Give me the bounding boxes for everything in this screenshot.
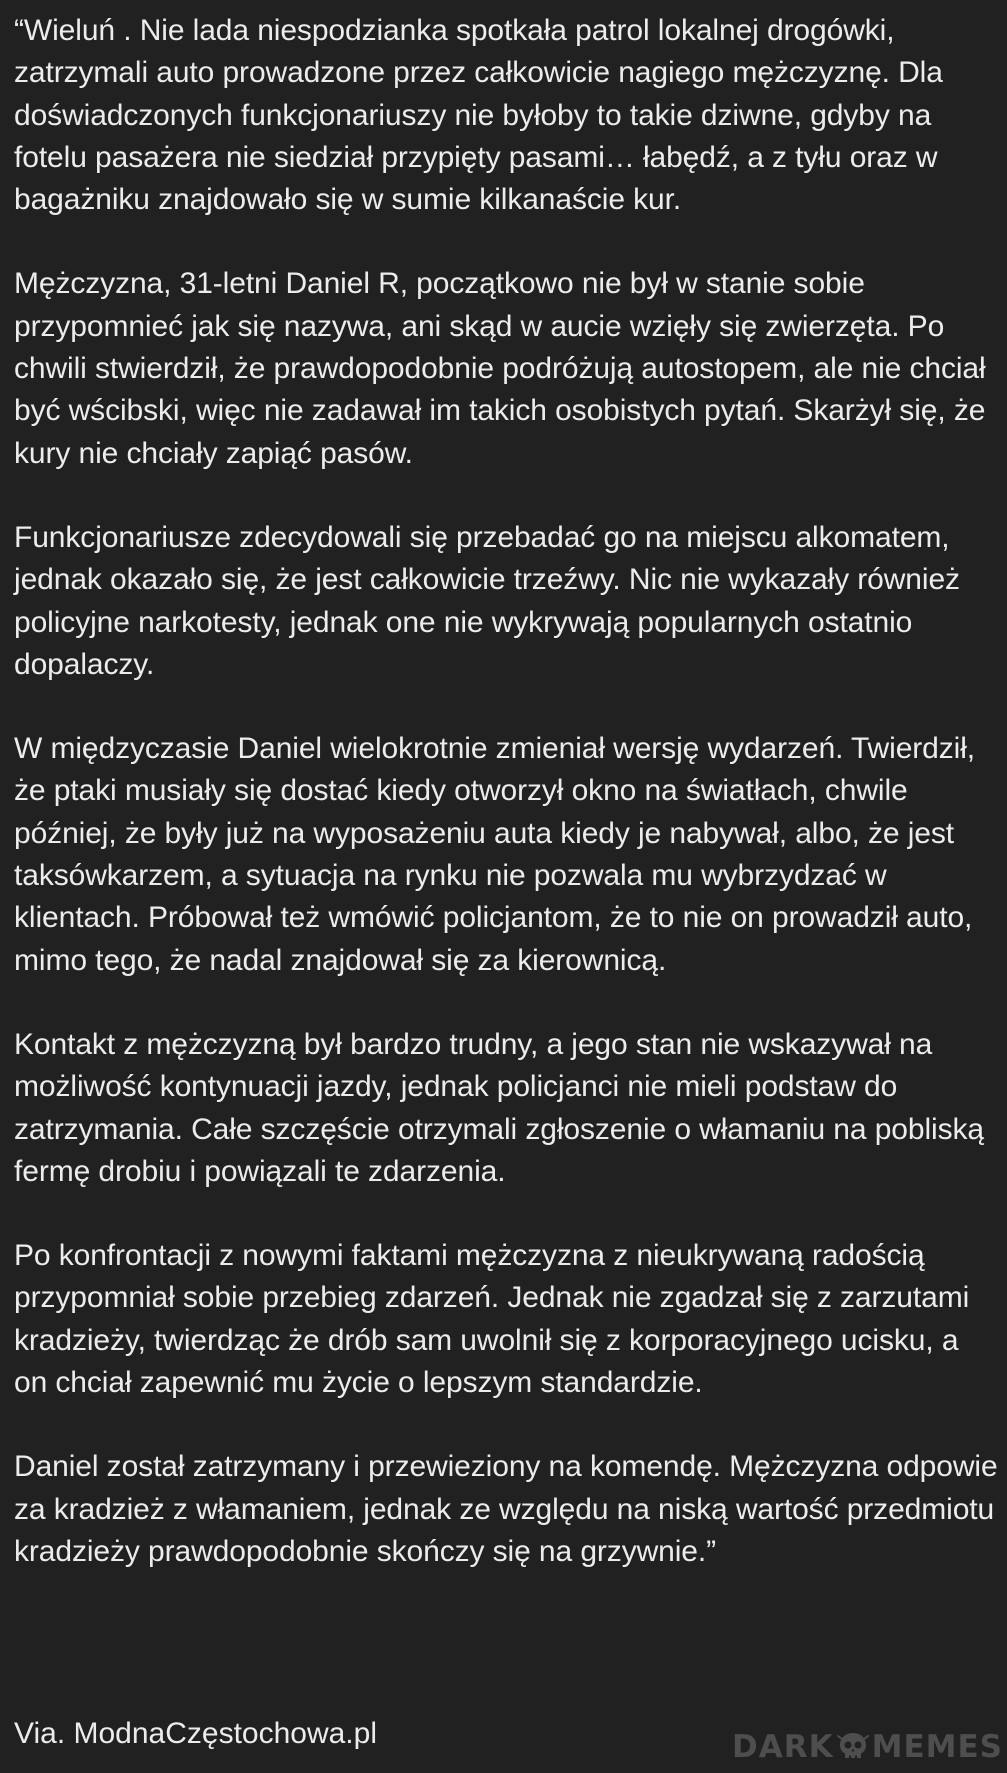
skull-icon xyxy=(836,1730,870,1764)
source-credit: Via. ModnaCzęstochowa.pl xyxy=(14,1717,377,1750)
paragraph-4: W międzyczasie Daniel wielokrotnie zmieniał wersję wydarzeń. Twierdził, że ptaki musiały się dostać kiedy otworzył okno na światłach, chwile później, że były już na wyposażeniu auta kiedy je nabywał, albo, że jest taksówkarzem, a sytuacja na rynku nie pozwala mu wybrzydzać w klientach. Próbował też wmówić policjantom, że to nie on prowadził auto, mimo tego, że nadal znajdował się za kierownicą. xyxy=(14,732,976,977)
article-body xyxy=(14,10,999,1573)
watermark-logo xyxy=(732,1729,1003,1765)
paragraph-6: Po konfrontacji z nowymi faktami mężczyzna z nieukrywaną radością przypomniał sobie przebieg zdarzeń. Jednak nie zgadzał się z zarzutami kradzieży, twierdząc że drób sam uwolnił się z korporacyjnego ucisku, a on chciał zapewnić mu życie o lepszym standardzie. xyxy=(14,1239,970,1400)
paragraph-7: Daniel został zatrzymany i przewieziony na komendę. Mężczyzna odpowie za kradzież z włamaniem, jednak ze względu na niską wartość przedmiotu kradzieży prawdopodobnie skończy się na grzywnie.” xyxy=(14,1450,998,1568)
watermark-text-left: DARK xyxy=(731,1729,834,1765)
paragraph-2: Mężczyzna, 31-letni Daniel R, początkowo nie był w stanie sobie przypomnieć jak się nazywa, ani skąd w aucie wzięły się zwierzęta. Po chwili stwierdził, że prawdopodobnie podróżują autostopem, ale nie chciał być wścibski, więc nie zadawał im takich osobistych pytań. Skarżył się, że kury nie chciały zapiąć pasów. xyxy=(14,267,986,470)
watermark-text-right: MEMES xyxy=(871,1729,1003,1765)
paragraph-3: Funkcjonariusze zdecydowali się przebadać go na miejscu alkomatem, jednak okazało się, że jest całkowicie trzeźwy. Nic nie wykazały również policyjne narkotesty, jednak one nie wykrywają popularnych ostatnio dopalaczy. xyxy=(14,520,960,681)
paragraph-1: “Wieluń . Nie lada niespodzianka spotkała patrol lokalnej drogówki, zatrzymali auto prowadzone przez całkowicie nagiego mężczyznę. Dla doświadczonych funkcjonariuszy nie byłoby to takie dziwne, gdyby na fotelu pasażera nie siedział przypięty pasami… łabędź, a z tyłu oraz w bagażniku znajdowało się w sumie kilkanaście kur. xyxy=(14,14,943,217)
paragraph-5: Kontakt z mężczyzną był bardzo trudny, a jego stan nie wskazywał na możliwość kontynuacji jazdy, jednak policjanci nie mieli podstaw do zatrzymania. Całe szczęście otrzymali zgłoszenie o włamaniu na pobliską fermę drobiu i powiązali te zdarzenia. xyxy=(14,1027,984,1188)
